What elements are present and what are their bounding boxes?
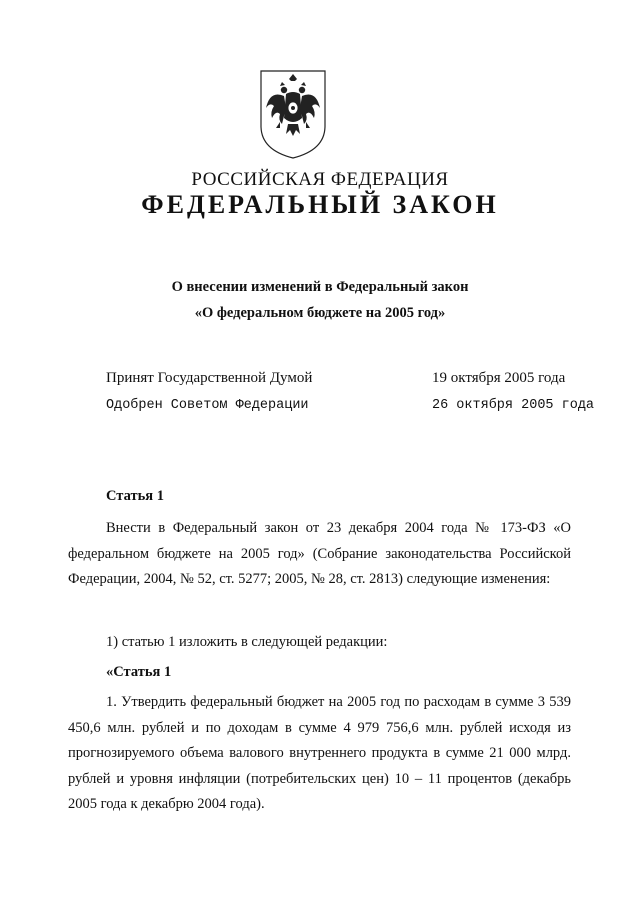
article-paragraph-amendment: Внести в Федеральный закон от 23 декабря 2004 года № 173-ФЗ «О федеральном бюджете на 2005 год» (Собрание законодательства Российской Федерации, 2004, № 52, ст. 5277; 2005, № 28, ст. 2813) следующие изменения: xyxy=(68,520,571,587)
approved-by-council-label: Одобрен Советом Федерации xyxy=(106,398,309,413)
adopted-by-duma-label: Принят Государственной Думой xyxy=(106,370,313,386)
coat-of-arms-icon xyxy=(258,68,328,160)
document-type: ФЕДЕРАЛЬНЫЙ ЗАКОН xyxy=(141,190,499,219)
law-title-line-1: О внесении изменений в Федеральный закон xyxy=(171,279,469,295)
article-paragraph-budget: 1. Утвердить федеральный бюджет на 2005 год по расходам в сумме 3 539 450,6 млн. рублей и по доходам в сумме 4 979 756,6 млн. рублей исходя из прогнозируемого объема валового внутреннего продукта в сумме 21 000 млрд. рублей и уровня инфляции (потребительских цен) 10 – 11 процентов (декабрь 2005 года к декабрю 2004 года). xyxy=(68,694,571,812)
article-paragraph-item: 1) статью 1 изложить в следующей редакции: xyxy=(106,634,388,650)
article-heading: Статья 1 xyxy=(106,488,164,504)
approved-by-council-date: 26 октября 2005 года xyxy=(432,398,595,413)
country-name: РОССИЙСКАЯ ФЕДЕРАЦИЯ xyxy=(191,169,449,190)
law-title-line-2: «О федеральном бюджете на 2005 год» xyxy=(194,305,446,321)
quoted-article-heading: «Статья 1 xyxy=(106,664,172,680)
adopted-by-duma-date: 19 октября 2005 года xyxy=(432,370,566,386)
